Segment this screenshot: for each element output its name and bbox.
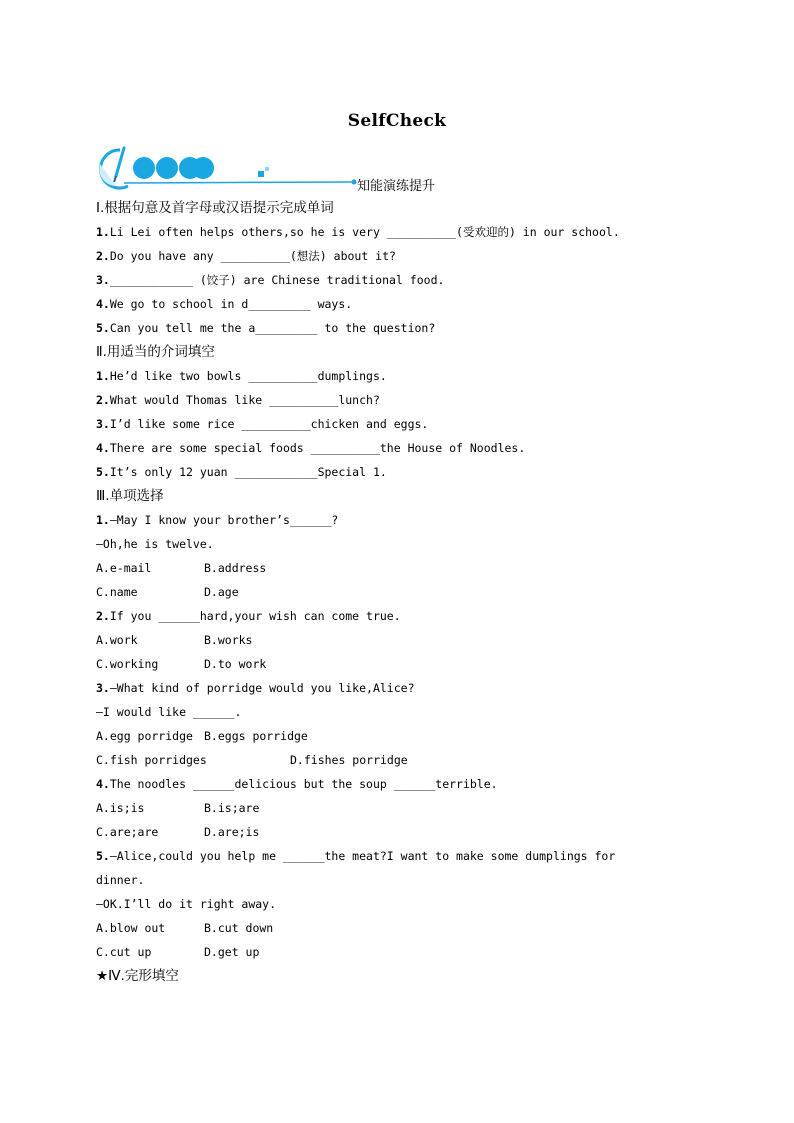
option-c: C.name (96, 585, 138, 599)
question-item (96, 364, 756, 388)
question-item (96, 508, 756, 532)
option-row (96, 748, 756, 772)
question-number: 5. (96, 465, 110, 479)
banner-label: 知能演练提升 (357, 179, 436, 194)
question-number: 2. (96, 249, 110, 263)
option-b: B.is;are (204, 801, 260, 815)
option-row (96, 820, 756, 844)
option-row (96, 556, 756, 580)
question-text: He’d like two bowls __________dumplings. (109, 369, 387, 383)
response-line (96, 892, 756, 916)
option-d: D.age (204, 585, 239, 599)
option-c: C.working (96, 657, 159, 671)
pen-icon (99, 148, 128, 188)
section-heading: Ⅱ.用适当的介词填空 (96, 344, 215, 360)
option-b: B.address (204, 561, 267, 575)
question-text: —What kind of porridge would you like,Alice? (109, 681, 415, 695)
question-text: We go to school in d_________ ways. (109, 297, 353, 311)
question-item (96, 676, 756, 700)
response-text: —Oh,he is twelve. (96, 537, 214, 551)
question-text: —May I know your brother’s______? (109, 513, 339, 527)
option-b: B.cut down (204, 921, 274, 935)
question-number: 1. (96, 369, 110, 383)
question-text: The noodles ______delicious but the soup ______terrible. (109, 777, 498, 791)
option-a: A.is;is (96, 801, 145, 815)
option-d: D.get up (204, 945, 260, 959)
question-text: I’d like some rice __________chicken and eggs. (109, 417, 429, 431)
question-number: 4. (96, 777, 110, 791)
option-c: C.cut up (96, 945, 152, 959)
question-number: 2. (96, 393, 110, 407)
question-text: If you ______hard,your wish can come true. (109, 609, 401, 623)
question-number: 4. (96, 441, 110, 455)
section-heading: Ⅲ.单项选择 (96, 488, 164, 504)
question-number: 3. (96, 681, 110, 695)
question-item (96, 316, 756, 340)
option-row (96, 940, 756, 964)
option-row (96, 916, 756, 940)
square-icon (258, 171, 264, 177)
question-text: ____________ (饺子) are Chinese traditional food. (109, 273, 445, 287)
option-c: C.are;are (96, 825, 159, 839)
question-item (96, 388, 756, 412)
response-line (96, 700, 756, 724)
question-item (96, 460, 756, 484)
question-text: dinner. (96, 873, 145, 887)
question-item (96, 220, 756, 244)
option-row (96, 580, 756, 604)
question-text: There are some special foods __________the House of Noodles. (109, 441, 526, 455)
option-b: B.works (204, 633, 253, 647)
question-text: Do you have any __________(想法) about it? (109, 249, 396, 263)
question-item (96, 244, 756, 268)
question-number: 4. (96, 297, 110, 311)
option-d: D.to work (204, 657, 267, 671)
question-item (96, 436, 756, 460)
question-number: 1. (96, 513, 110, 527)
response-line (96, 532, 756, 556)
option-row (96, 628, 756, 652)
option-row (96, 724, 756, 748)
option-a: A.e-mail (96, 561, 152, 575)
question-number: 5. (96, 321, 110, 335)
question-text: —Alice,could you help me ______the meat?I want to make some dumplings for (109, 849, 616, 863)
option-c: C.fish porridges (96, 753, 207, 767)
section-banner (94, 146, 394, 192)
option-b: B.eggs porridge (204, 729, 308, 743)
question-item (96, 844, 756, 868)
question-item (96, 268, 756, 292)
question-text: Li Lei often helps others,so he is very __________(受欢迎的) in our school. (109, 225, 620, 239)
banner-dot (133, 157, 155, 179)
option-a: A.egg porridge (96, 729, 193, 743)
option-d: D.are;is (204, 825, 260, 839)
option-d: D.fishes porridge (290, 753, 408, 767)
response-text: —OK.I’ll do it right away. (96, 897, 277, 911)
question-number: 3. (96, 417, 110, 431)
question-number: 1. (96, 225, 110, 239)
option-a: A.work (96, 633, 138, 647)
banner-line (124, 182, 352, 183)
option-row (96, 652, 756, 676)
question-item (96, 772, 756, 796)
question-number: 2. (96, 609, 110, 623)
question-text-cont (96, 868, 756, 892)
section-heading: ★Ⅳ.完形填空 (96, 968, 179, 984)
response-text: —I would like ______. (96, 705, 242, 719)
page-title: SelfCheck (347, 111, 447, 131)
question-number: 5. (96, 849, 110, 863)
option-row (96, 796, 756, 820)
question-item (96, 412, 756, 436)
question-item (96, 604, 756, 628)
banner-dot (156, 157, 178, 179)
question-text: Can you tell me the a_________ to the question? (109, 321, 436, 335)
question-item (96, 292, 756, 316)
option-a: A.blow out (96, 921, 166, 935)
question-text: It’s only 12 yuan ____________Special 1. (109, 465, 387, 479)
section-heading: Ⅰ.根据句意及首字母或汉语提示完成单词 (96, 200, 334, 216)
question-number: 3. (96, 273, 110, 287)
banner-dot (192, 157, 214, 179)
worksheet-content (96, 196, 756, 988)
question-text: What would Thomas like __________lunch? (109, 393, 380, 407)
